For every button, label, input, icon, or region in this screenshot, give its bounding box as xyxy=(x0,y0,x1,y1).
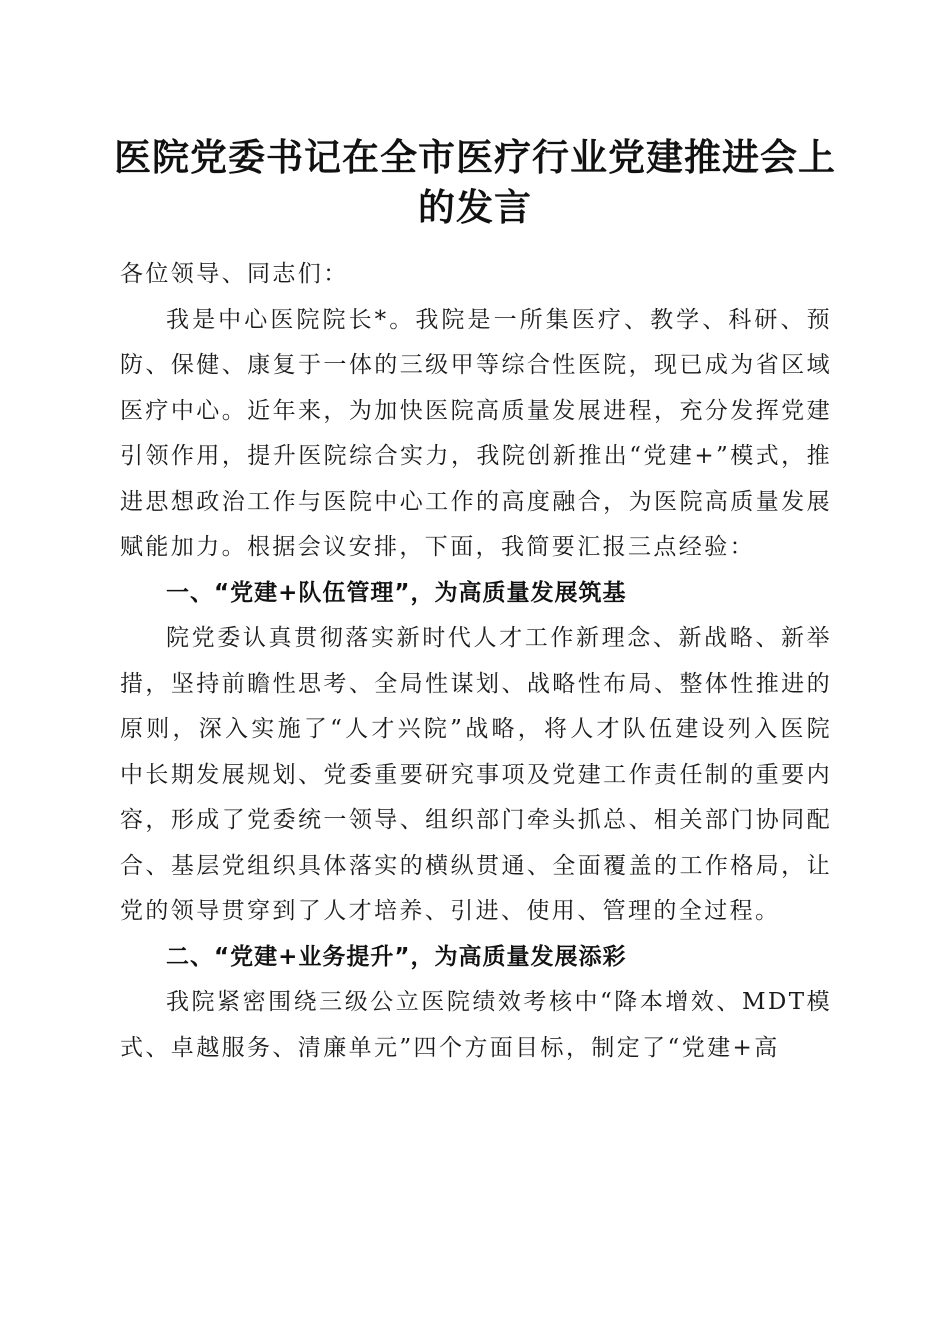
salutation: 各位领导、同志们： xyxy=(120,261,349,287)
section-heading-1: 一、“党建+队伍管理”，为高质量发展筑基 xyxy=(166,579,627,606)
section-heading-2: 二、“党建+业务提升”，为高质量发展添彩 xyxy=(166,943,627,970)
document-body xyxy=(120,252,832,1071)
intro-paragraph: 我是中心医院院长*。我院是一所集医疗、教学、科研、预防、保健、康复于一体的三级甲等综合性医院，现已成为省区域医疗中心。近年来，为加快医院高质量发展进程，充分发挥党建引领作用，提升医院综合实力，我院创新推出“党建+”模式，推进思想政治工作与医院中心工作的高度融合，为医院高质量发展赋能加力。根据会议安排，下面，我简要汇报三点经验： xyxy=(120,306,832,560)
document-title: 医院党委书记在全市医疗行业党建推进会上的发言 xyxy=(114,135,836,229)
section-paragraph-1: 院党委认真贯彻落实新时代人才工作新理念、新战略、新举措，坚持前瞻性思考、全局性谋划、战略性布局、整体性推进的原则，深入实施了“人才兴院”战略，将人才队伍建设列入医院中长期发展规划、党委重要研究事项及党建工作责任制的重要内容，形成了党委统一领导、组织部门牵头抓总、相关部门协同配合、基层党组织具体落实的横纵贯通、全面覆盖的工作格局，让党的领导贯穿到了人才培养、引进、使用、管理的全过程。 xyxy=(120,625,832,924)
section-paragraph-2: 我院紧密围绕三级公立医院绩效考核中“降本增效、MDT模式、卓越服务、清廉单元”四个方面目标，制定了“党建+高 xyxy=(120,989,832,1061)
